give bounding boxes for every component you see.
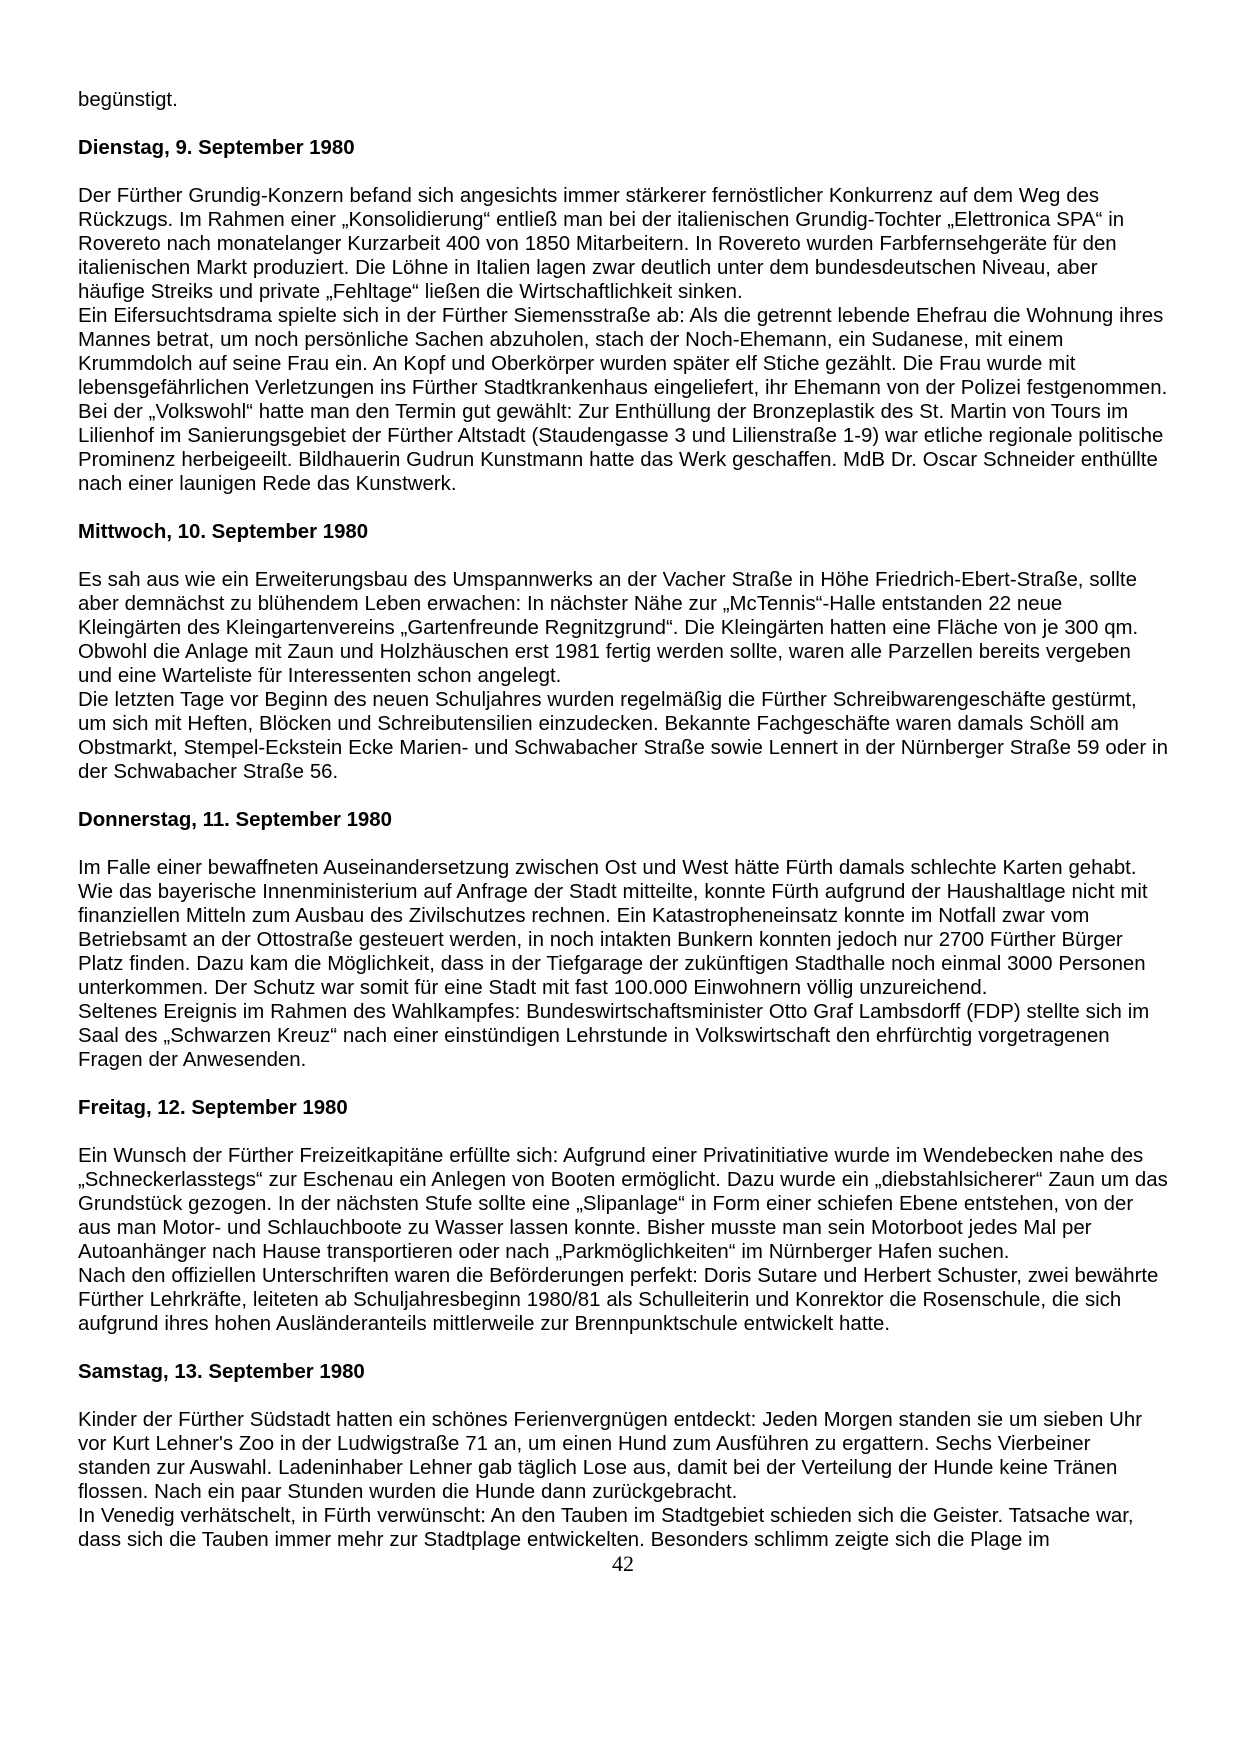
section-heading-freitag-12-september-1980: Freitag, 12. September 1980 bbox=[78, 1097, 348, 1119]
section-heading-samstag-13-september-1980: Samstag, 13. September 1980 bbox=[78, 1361, 365, 1383]
body-paragraph: Kinder der Fürther Südstadt hatten ein schönes Ferienvergnügen entdeckt: Jeden Morgen standen sie um sieben Uhr vor Kurt Lehner's Zoo in der Ludwigstraße 71 an, um einen Hund zum Ausführen zu ergattern. Sechs Vierbeiner standen zur Auswahl. Ladeninhaber Lehner gab täglich Lose aus, damit bei der Verteilung der Hunde keine Tränen flossen. Nach ein paar Stunden wurden die Hunde dann zurückgebracht. bbox=[78, 1409, 1143, 1503]
intro-paragraph: begünstigt. bbox=[78, 89, 178, 111]
section-heading-mittwoch-10-september-1980: Mittwoch, 10. September 1980 bbox=[78, 521, 369, 543]
body-paragraph: Es sah aus wie ein Erweiterungsbau des Umspannwerks an der Vacher Straße in Höhe Friedrich-Ebert-Straße, sollte aber demnächst zu blühendem Leben erwachen: In nächster Nähe zur „McTennis“-Halle entstanden 22 neue Kleingärten des Kleingartenvereins „Gartenfreunde Regnitzgrund“. Die Kleingärten hatten eine Fläche von je 300 qm. Obwohl die Anlage mit Zaun und Holzhäuschen erst 1981 fertig werden sollte, waren alle Parzellen bereits vergeben und eine Warteliste für Interessenten schon angelegt. bbox=[78, 569, 1139, 687]
body-paragraph: Bei der „Volkswohl“ hatte man den Termin gut gewählt: Zur Enthüllung der Bronzeplastik des St. Martin von Tours im Lilienhof im Sanierungsgebiet der Fürther Altstadt (Staudengasse 3 und Lilienstraße 1-9) war etliche regionale politische Prominenz herbeigeeilt. Bildhauerin Gudrun Kunstmann hatte das Werk geschaffen. MdB Dr. Oscar Schneider enthüllte nach einer launigen Rede das Kunstwerk. bbox=[78, 401, 1164, 495]
section-heading-donnerstag-11-september-1980: Donnerstag, 11. September 1980 bbox=[78, 809, 392, 831]
page-number: 42 bbox=[612, 1551, 634, 1576]
body-paragraph: Der Fürther Grundig-Konzern befand sich angesichts immer stärkerer fernöstlicher Konkurrenz auf dem Weg des Rückzugs. Im Rahmen einer „Konsolidierung“ entließ man bei der italienischen Grundig-Tochter „Elettronica SPA“ in Rovereto nach monatelanger Kurzarbeit 400 von 1850 Mitarbeitern. In Rovereto wurden Farbfernsehgeräte für den italienischen Markt produziert. Die Löhne in Italien lagen zwar deutlich unter dem bundesdeutschen Niveau, aber häufige Streiks und private „Fehltage“ ließen die Wirtschaftlichkeit sinken. bbox=[78, 185, 1125, 303]
body-paragraph: Seltenes Ereignis im Rahmen des Wahlkampfes: Bundeswirtschaftsminister Otto Graf Lambsdorff (FDP) stellte sich im Saal des „Schwarzen Kreuz“ nach einer einstündigen Lehrstunde in Volkswirtschaft den ehrfürchtig vorgetragenen Fragen der Anwesenden. bbox=[78, 1001, 1150, 1071]
body-paragraph: Im Falle einer bewaffneten Auseinandersetzung zwischen Ost und West hätte Fürth damals schlechte Karten gehabt. Wie das bayerische Innenministerium auf Anfrage der Stadt mitteilte, konnte Fürth aufgrund der Haushaltlage nicht mit finanziellen Mitteln zum Ausbau des Zivilschutzes rechnen. Ein Katastropheneinsatz konnte im Notfall zwar vom Betriebsamt an der Ottostraße gesteuert werden, in noch intakten Bunkern konnten jedoch nur 2700 Fürther Bürger Platz finden. Dazu kam die Möglichkeit, dass in der Tiefgarage der zukünftigen Stadthalle noch einmal 3000 Personen unterkommen. Der Schutz war somit für eine Stadt mit fast 100.000 Einwohnern völlig unzureichend. bbox=[78, 857, 1148, 999]
body-paragraph: In Venedig verhätschelt, in Fürth verwünscht: An den Tauben im Stadtgebiet schieden sich die Geister. Tatsache war, dass sich die Tauben immer mehr zur Stadtplage entwickelten. Besonders schlimm zeigte sich die Plage im bbox=[78, 1505, 1134, 1551]
section-heading-dienstag-9-september-1980: Dienstag, 9. September 1980 bbox=[78, 137, 355, 159]
body-paragraph: Nach den offiziellen Unterschriften waren die Beförderungen perfekt: Doris Sutare und Herbert Schuster, zwei bewährte Fürther Lehrkräfte, leiteten ab Schuljahresbeginn 1980/81 als Schulleiterin und Konrektor die Rosenschule, die sich aufgrund ihres hohen Ausländeranteils mittlerweile zur Brennpunktschule entwickelt hatte. bbox=[78, 1265, 1159, 1335]
body-paragraph: Ein Eifersuchtsdrama spielte sich in der Fürther Siemensstraße ab: Als die getrennt lebende Ehefrau die Wohnung ihres Mannes betrat, um noch persönliche Sachen abzuholen, stach der Noch-Ehemann, ein Sudanese, mit einem Krummdolch auf seine Frau ein. An Kopf und Oberkörper wurden später elf Stiche gezählt. Die Frau wurde mit lebensgefährlichen Verletzungen ins Fürther Stadtkrankenhaus eingeliefert, ihr Ehemann von der Polizei festgenommen. bbox=[78, 305, 1168, 399]
body-paragraph: Ein Wunsch der Fürther Freizeitkapitäne erfüllte sich: Aufgrund einer Privatinitiative wurde im Wendebecken nahe des „Schneckerlasstegs“ zur Eschenau ein Anlegen von Booten ermöglicht. Dazu wurde ein „diebstahlsicherer“ Zaun um das Grundstück gezogen. In der nächsten Stufe sollte eine „Slipanlage“ in Form einer schiefen Ebene entstehen, von der aus man Motor- und Schlauchboote zu Wasser lassen konnte. Bisher musste man sein Motorboot jedes Mal per Autoanhänger nach Hause transportieren oder nach „Parkmöglichkeiten“ im Nürnberger Hafen suchen. bbox=[78, 1145, 1168, 1263]
body-paragraph: Die letzten Tage vor Beginn des neuen Schuljahres wurden regelmäßig die Fürther Schreibwarengeschäfte gestürmt, um sich mit Heften, Blöcken und Schreibutensilien einzudecken. Bekannte Fachgeschäfte waren damals Schöll am Obstmarkt, Stempel-Eckstein Ecke Marien- und Schwabacher Straße sowie Lennert in der Nürnberger Straße 59 oder in der Schwabacher Straße 56. bbox=[78, 689, 1168, 783]
